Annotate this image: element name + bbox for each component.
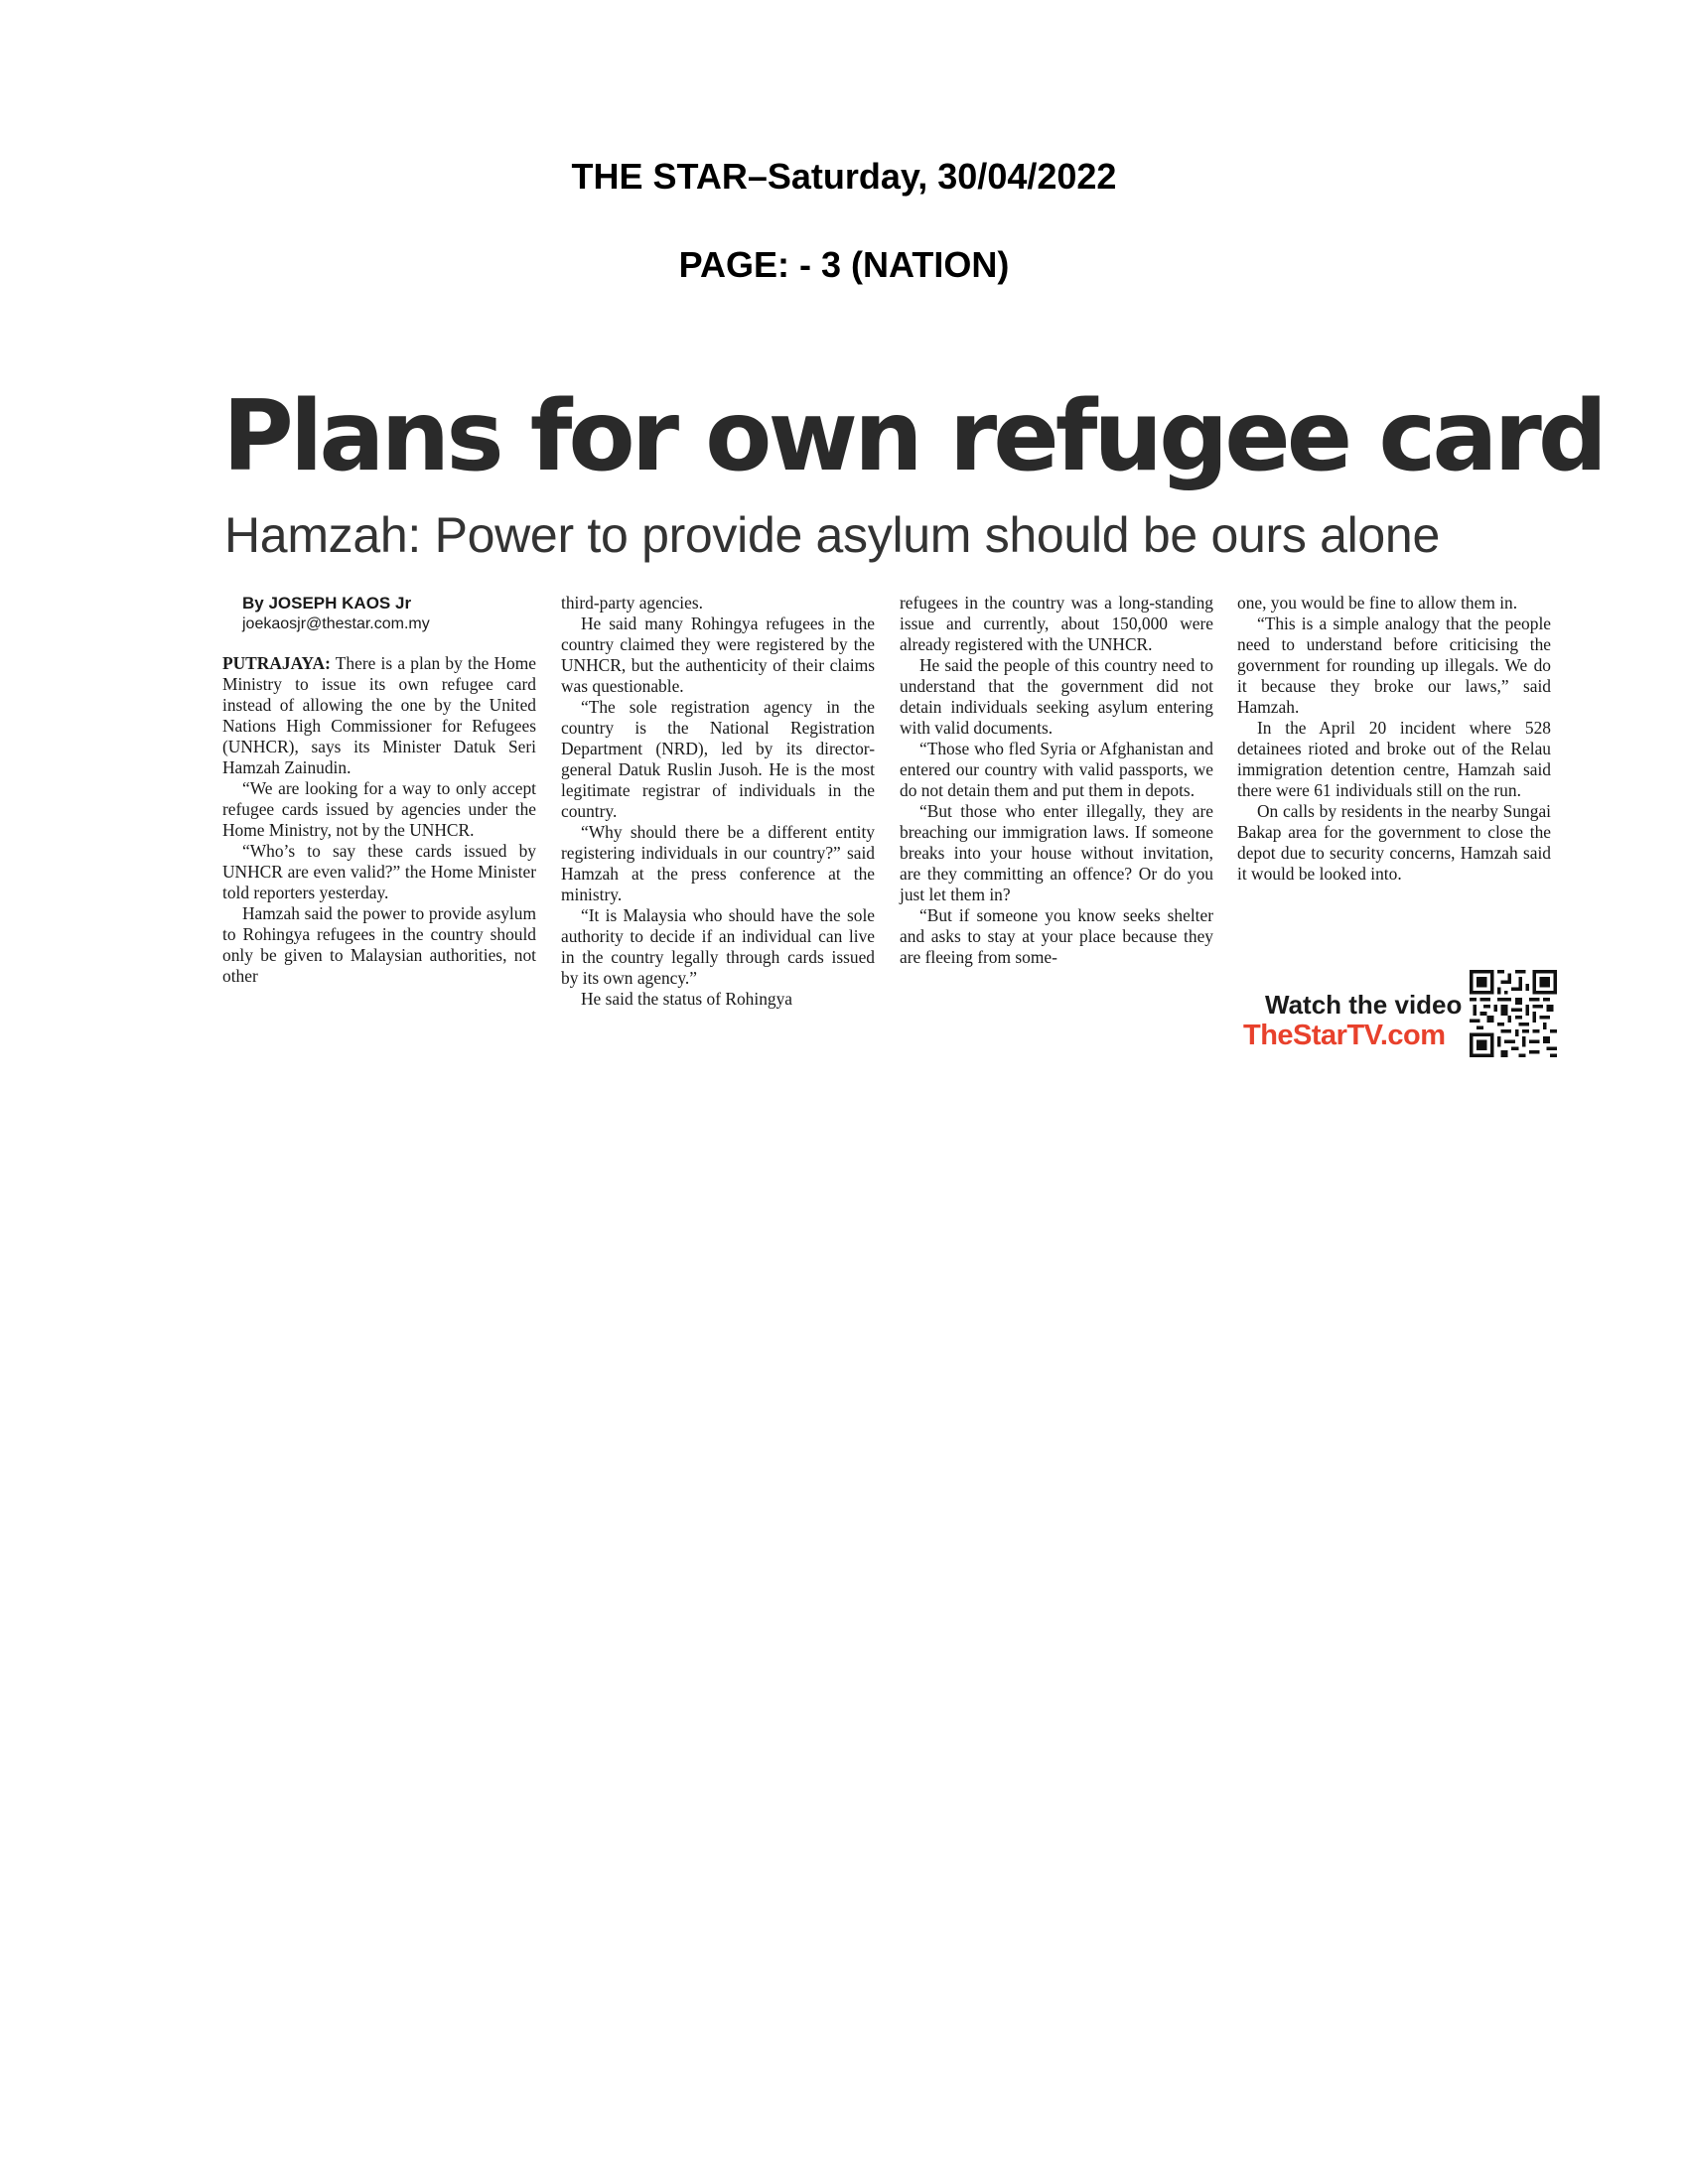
watch-video-label: Watch the video [1265, 990, 1463, 1020]
paragraph: In the April 20 incident where 528 detainees rioted and broke out of the Relau immigration detention centre, Hamzah said there were 61 individuals still on the run. [1237, 718, 1551, 800]
paragraph: “But if someone you know seeks shelter and asks to stay at your place because they are fleeing from some- [900, 905, 1213, 967]
headline: Plans for own refugee card [222, 380, 1605, 493]
paragraph: “We are looking for a way to only accept refugee cards issued by agencies under the Home Ministry, not by the UNHCR. [222, 778, 536, 840]
star-tv-link[interactable]: TheStarTV.com [1243, 1020, 1446, 1051]
paragraph: “Why should there be a different entity registering individuals in our country?” said Hamzah at the press conference at the ministry. [561, 822, 875, 904]
byline: By JOSEPH KAOS Jr [242, 594, 412, 613]
paragraph: one, you would be fine to allow them in. [1237, 593, 1518, 613]
paragraph: He said the people of this country need to understand that the government did not detain individuals seeking asylum entering with valid documents. [900, 655, 1213, 738]
qr-code-icon[interactable] [1470, 970, 1557, 1057]
paragraph: “Those who fled Syria or Afghanistan and entered our country with valid passports, we do not detain them and put them in depots. [900, 739, 1213, 800]
publication-line: THE STAR–Saturday, 30/04/2022 [571, 156, 1117, 197]
author-email: joekaosjr@thestar.com.my [242, 615, 430, 632]
paragraph-text: There is a plan by the Home Ministry to issue its own refugee card instead of allowing the one by the United Nations High Commissioner for Refugees (UNHCR), says its Minister Datuk Seri Hamzah Zainudin. [222, 653, 536, 777]
article-column-4 [1237, 593, 1551, 885]
article-column-3 [900, 593, 1213, 968]
paragraph: Hamzah said the power to provide asylum to Rohingya refugees in the country should only be given to Malaysian authorities, not other [222, 903, 536, 986]
paragraph: He said the status of Rohingya [581, 989, 793, 1009]
news-clipping [212, 380, 1605, 1077]
subheadline: Hamzah: Power to provide asylum should be ours alone [224, 507, 1440, 563]
paragraph: “But those who enter illegally, they are breaching our immigration laws. If someone breaks into your house without invitation, are they committing an offence? Or do you just let them in? [900, 801, 1213, 904]
paragraph: “Who’s to say these cards issued by UNHCR are even valid?” the Home Minister told reporters yesterday. [222, 841, 536, 902]
paragraph: third-party agencies. [561, 593, 703, 613]
paragraph [222, 653, 536, 778]
paragraph: refugees in the country was a long-standing issue and currently, about 150,000 were already registered with the UNHCR. [900, 593, 1213, 654]
video-promo [1237, 968, 1555, 1063]
paragraph: “This is a simple analogy that the people need to understand before criticising the government for rounding up illegals. We do it because they broke our laws,” said Hamzah. [1237, 614, 1551, 717]
dateline: PUTRAJAYA: [222, 653, 331, 673]
paragraph: “It is Malaysia who should have the sole authority to decide if an individual can live in the country legally through cards issued by its own agency.” [561, 905, 875, 988]
paragraph: “The sole registration agency in the country is the National Registration Department (NRD), led by its director-general Datuk Ruslin Jusoh. He is the most legitimate registrar of individuals in the country. [561, 697, 875, 821]
page-line: PAGE: - 3 (NATION) [678, 244, 1010, 285]
article-column-2 [561, 593, 875, 1010]
article-column-1 [222, 593, 536, 987]
paragraph: On calls by residents in the nearby Sungai Bakap area for the government to close the depot due to security concerns, Hamzah said it would be looked into. [1237, 801, 1551, 884]
paragraph: He said many Rohingya refugees in the country claimed they were registered by the UNHCR, but the authenticity of their claims was questionable. [561, 614, 875, 696]
